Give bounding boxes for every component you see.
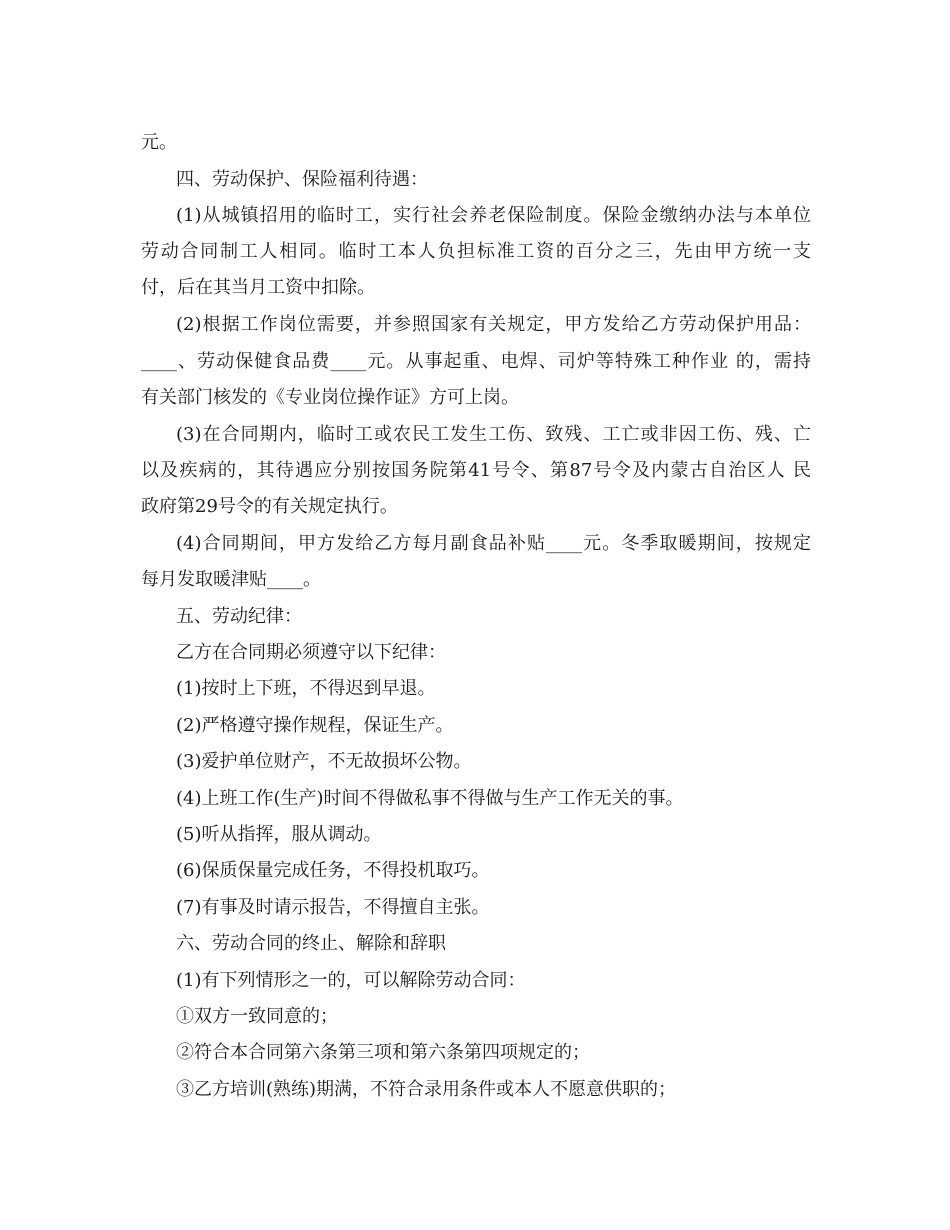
text-line: (1)有下列情形之一的，可以解除劳动合同： <box>176 970 526 991</box>
text-line: 政府第29号令的有关规定执行。 <box>141 496 398 517</box>
list-item: (2)严格遵守操作规程，保证生产。 <box>176 715 454 736</box>
text-line: 劳动合同制工人相同。临时工本人负担标准工资的百分之三，先由甲方统一支 <box>141 241 811 262</box>
text-line: 以及疾病的，其待遇应分别按国务院第41号令、第87号令及内蒙古自治区人 民 <box>141 460 811 481</box>
text-line: (3)在合同期内，临时工或农民工发生工伤、致残、工亡或非因工伤、残、亡 <box>176 424 811 445</box>
list-item: (7)有事及时请示报告，不得擅自主张。 <box>176 897 490 918</box>
section-heading: 四、劳动保护、保险福利待遇： <box>176 169 428 190</box>
list-item: (4)上班工作(生产)时间不得做私事不得做与生产工作无关的事。 <box>176 788 684 809</box>
text-line: 每月发取暖津贴____。 <box>141 569 321 590</box>
section-heading: 六、劳动合同的终止、解除和辞职 <box>176 933 446 954</box>
text-line: 乙方在合同期必须遵守以下纪律： <box>176 642 446 663</box>
text-line: 有关部门核发的《专业岗位操作证》方可上岗。 <box>141 387 519 408</box>
list-item: ①双方一致同意的； <box>176 1006 338 1027</box>
text-line: 元。 <box>141 132 177 153</box>
list-item: ③乙方培训(熟练)期满，不符合录用条件或本人不愿意供职的； <box>176 1079 677 1100</box>
text-line: (1)从城镇招用的临时工，实行社会养老保险制度。保险金缴纳办法与本单位 <box>176 205 811 226</box>
text-line: (2)根据工作岗位需要，并参照国家有关规定，甲方发给乙方劳动保护用品： <box>176 314 811 335</box>
text-line: ____、劳动保健食品费____元。从事起重、电焊、司炉等特殊工种作业 的，需持 <box>141 351 811 372</box>
text-line: 付，后在其当月工资中扣除。 <box>141 277 375 298</box>
list-item: (5)听从指挥，服从调动。 <box>176 824 382 845</box>
text-line: (4)合同期间，甲方发给乙方每月副食品补贴____元。冬季取暖期间，按规定 <box>176 533 811 554</box>
section-heading: 五、劳动纪律： <box>176 606 302 627</box>
list-item: (6)保质保量完成任务，不得投机取巧。 <box>176 860 490 881</box>
list-item: (3)爱护单位财产，不无故损坏公物。 <box>176 751 472 772</box>
list-item: ②符合本合同第六条第三项和第六条第四项规定的； <box>176 1042 590 1063</box>
list-item: (1)按时上下班，不得迟到早退。 <box>176 678 436 699</box>
